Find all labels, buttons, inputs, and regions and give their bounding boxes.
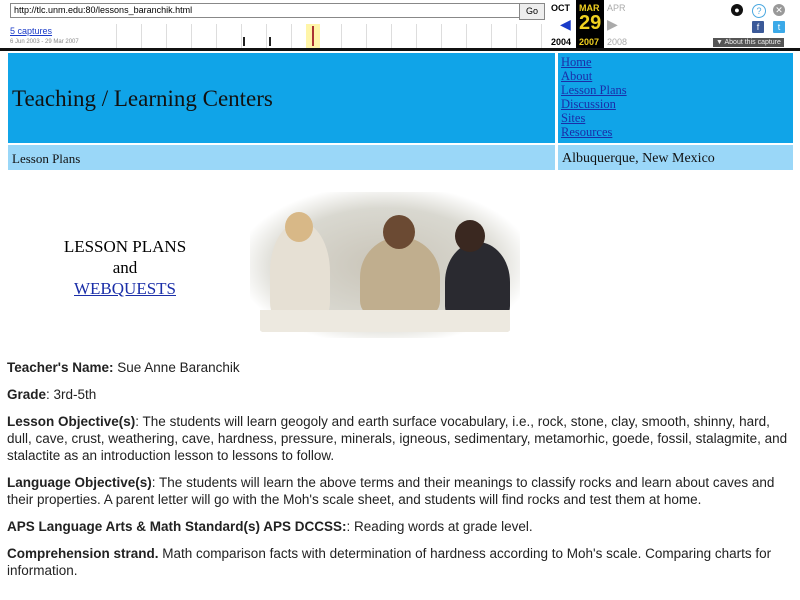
capture-tick xyxy=(269,37,271,46)
url-input[interactable]: http://tlc.unm.edu:80/lessons_baranchik.html xyxy=(10,3,520,18)
nav-about[interactable]: About xyxy=(561,69,593,83)
twitter-icon[interactable]: t xyxy=(773,21,785,33)
nav-sites[interactable]: Sites xyxy=(561,111,586,125)
capture-tick xyxy=(312,26,314,46)
comprehension-strand: Comprehension strand. Math comparison facts with determination of hardness according to Moh's scale. Comparing charts for information. xyxy=(7,546,772,578)
capture-timeline[interactable] xyxy=(92,24,548,48)
person-head xyxy=(455,220,485,252)
nav-resources[interactable]: Resources xyxy=(561,125,613,139)
next-arrow-icon[interactable]: ▶ xyxy=(607,16,618,32)
webquests-link[interactable]: WEBQUESTS xyxy=(74,279,176,298)
prev-month[interactable]: OCT xyxy=(551,3,570,13)
lesson-content xyxy=(7,359,792,589)
lesson-objectives: Lesson Objective(s): The students will learn geogoly and earth surface vocabulary, i.e., rock, stone, clay, smooth, shinny, hard, dull, cave, crust, weathering, cave, hardness, pressure, minerals, igneous, sedimentary, metamorhic, goede, fossil, stalagmite, and stalactite as an introduction lesson to lessons to follow. xyxy=(7,414,788,463)
current-month: MAR xyxy=(579,3,600,13)
nav-discussion[interactable]: Discussion xyxy=(561,97,616,111)
next-month[interactable]: APR xyxy=(607,3,626,13)
prev-year[interactable]: 2004 xyxy=(551,37,572,47)
wayback-toolbar xyxy=(0,0,800,51)
location-label: Albuquerque, New Mexico xyxy=(562,151,715,166)
person-figure xyxy=(360,237,440,317)
captures-link[interactable]: 5 captures xyxy=(10,26,53,36)
person-head xyxy=(383,215,415,249)
teacher-name: Teacher's Name: Sue Anne Baranchik xyxy=(7,360,240,375)
current-day: 29 xyxy=(579,12,602,34)
current-year: 2007 xyxy=(579,37,600,47)
facebook-icon[interactable]: f xyxy=(752,21,764,33)
language-objectives: Language Objective(s): The students will learn the above terms and their meanings to classify rocks and learn about caves and their properties. A parent letter will go with the Moh's scale sheet, and students will find rocks and test them at home. xyxy=(7,475,775,507)
user-icon[interactable]: ● xyxy=(731,4,743,16)
intro-heading: LESSON PLANS xyxy=(63,237,187,256)
grade: Grade: 3rd-5th xyxy=(7,387,97,402)
nav-home[interactable]: Home xyxy=(561,55,592,69)
next-year[interactable]: 2008 xyxy=(607,37,628,47)
intro-block xyxy=(30,236,220,299)
table-papers xyxy=(260,310,510,332)
capture-tick xyxy=(243,37,245,46)
title-cell xyxy=(8,53,555,143)
about-capture-button[interactable]: ▼ About this capture xyxy=(713,38,784,47)
intro-and: and xyxy=(112,258,138,277)
standards: APS Language Arts & Math Standard(s) APS DCCSS:: Reading words at grade level. xyxy=(7,519,533,534)
person-head xyxy=(285,212,313,242)
nav-lesson-plans[interactable]: Lesson Plans xyxy=(561,83,627,97)
site-nav xyxy=(558,53,793,143)
site-title: Teaching / Learning Centers xyxy=(12,86,273,111)
capture-range: 6 Jun 2003 - 29 Mar 2007 xyxy=(10,39,79,45)
prev-arrow-icon[interactable]: ◀ xyxy=(560,16,571,32)
go-button[interactable]: Go xyxy=(519,3,545,20)
teachers-photo xyxy=(250,192,520,338)
location-cell xyxy=(558,145,793,170)
help-icon[interactable]: ? xyxy=(752,4,766,18)
close-icon[interactable]: ✕ xyxy=(773,4,785,16)
section-label: Lesson Plans xyxy=(12,151,81,166)
section-cell xyxy=(8,145,555,170)
